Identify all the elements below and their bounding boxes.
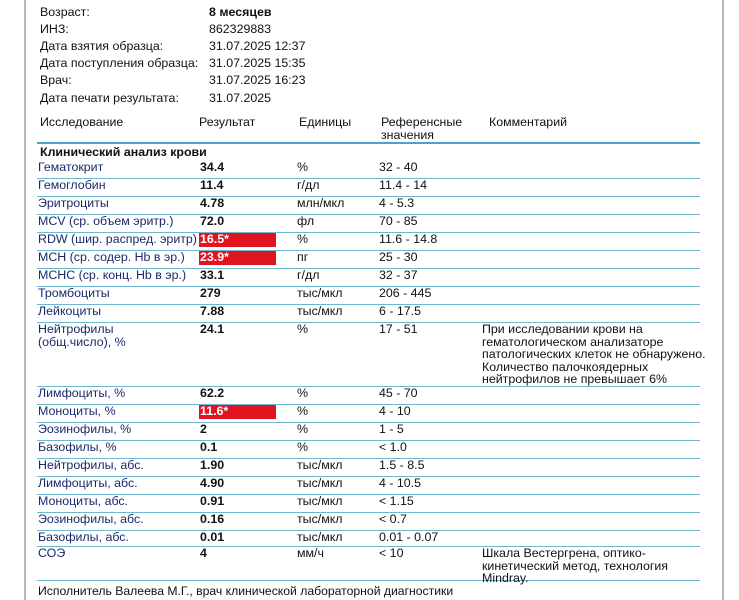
table-row [37, 494, 700, 513]
footer-executor: Исполнитель Валеева М.Г., врач клинической лабораторной диагностики [38, 584, 454, 598]
result-value [199, 477, 276, 491]
result-text: 34.4 [200, 160, 225, 174]
test-name: Гемоглобин [38, 178, 106, 192]
result-value [199, 531, 276, 545]
section-title: Клинический анализ крови [40, 145, 207, 159]
reference-value: < 10 [379, 546, 404, 560]
reference-value: 4 - 10.5 [379, 476, 422, 490]
table-row [37, 476, 700, 495]
table-row [37, 214, 700, 233]
test-name: MCHC (ср. конц. Hb в эр.) [38, 268, 187, 282]
reference-value: 4 - 5.3 [379, 196, 415, 210]
test-name: MCV (ср. объем эритр.) [38, 214, 174, 228]
units-value: % [297, 440, 309, 454]
result-text: 62.2 [200, 386, 225, 400]
test-name: RDW (шир. распред. эритр) [38, 232, 197, 246]
result-value [199, 495, 276, 509]
units-value: фл [297, 214, 315, 228]
result-text: 7.88 [200, 304, 225, 318]
result-value [199, 387, 276, 401]
result-value [199, 441, 276, 455]
reference-value: 25 - 30 [379, 250, 418, 264]
table-row [37, 178, 700, 197]
result-text: 11.4 [200, 178, 224, 192]
result-text: 33.1 [200, 268, 225, 282]
header-reference-line1: Референсные [381, 115, 463, 129]
reference-value: 4 - 10 [379, 404, 411, 418]
comment-text: Шкала Вестергрена, оптико-кинетический метод, технология Mindray. [482, 546, 668, 585]
test-name: Моноциты, % [38, 404, 116, 418]
inz-value: 862329883 [209, 22, 272, 36]
result-value [199, 423, 276, 437]
reference-value: 11.6 - 14.8 [379, 232, 438, 246]
result-text: 11.6* [200, 404, 229, 418]
test-name: Нейтрофилы (общ.число), % [38, 322, 126, 349]
table-row [37, 440, 700, 459]
test-name: Базофилы, абс. [38, 530, 129, 544]
units-value: г/дл [297, 268, 320, 282]
result-value [199, 305, 276, 319]
page-left-border [24, 0, 26, 600]
units-value: % [297, 160, 309, 174]
result-value [199, 215, 276, 229]
doctor-value: 31.07.2025 16:23 [209, 73, 306, 87]
result-value [199, 269, 276, 283]
table-row [37, 458, 700, 477]
units-value: тыс/мкл [297, 530, 343, 544]
reference-value: < 1.15 [379, 494, 414, 508]
result-value [199, 161, 276, 175]
sample-received-label: Дата поступления образца: [40, 56, 199, 70]
table-row [37, 160, 700, 179]
reference-value: 206 - 445 [379, 286, 432, 300]
page-right-border [722, 0, 724, 600]
table-row [37, 322, 706, 387]
test-name: Эозинофилы, абс. [38, 512, 144, 526]
inz-label: ИНЗ: [40, 22, 69, 36]
result-text: 24.1 [200, 322, 225, 336]
comment-text: При исследовании крови на гематологическом анализаторе патологических клеток не обнаружено. Количество палочкоядерных нейтрофилов не превышает 6% [482, 322, 706, 386]
age-value: 8 месяцев [209, 5, 272, 19]
result-value [199, 547, 276, 561]
units-value: пг [297, 250, 309, 264]
test-name: Лимфоциты, абс. [38, 476, 138, 490]
units-value: г/дл [297, 178, 320, 192]
result-value-flagged [199, 233, 276, 247]
result-text: 23.9* [200, 250, 229, 264]
header-comment: Комментарий [489, 115, 568, 129]
header-reference [381, 116, 462, 142]
test-name: MCH (ср. содер. Hb в эр.) [38, 250, 185, 264]
result-text: 4.78 [200, 196, 225, 210]
test-name: Лейкоциты [38, 304, 101, 318]
result-text: 0.1 [200, 440, 218, 454]
result-text: 0.01 [200, 530, 225, 544]
sample-taken-value: 31.07.2025 12:37 [209, 39, 306, 53]
result-value [199, 323, 276, 337]
table-row [37, 304, 700, 323]
result-text: 2 [200, 422, 207, 436]
units-value: тыс/мкл [297, 304, 343, 318]
test-name: Лимфоциты, % [38, 386, 126, 400]
units-value: % [297, 232, 309, 246]
reference-value: 1.5 - 8.5 [379, 458, 425, 472]
result-text: 72.0 [200, 214, 225, 228]
result-text: 4 [200, 546, 207, 560]
units-value: % [297, 404, 309, 418]
result-text: 16.5* [200, 232, 229, 246]
units-value: мм/ч [297, 546, 324, 560]
test-name: Нейтрофилы, абс. [38, 458, 144, 472]
result-value-flagged [199, 405, 276, 419]
reference-value: < 0.7 [379, 512, 407, 526]
doctor-label: Врач: [40, 73, 72, 87]
table-row [37, 250, 700, 269]
units-value: % [297, 386, 309, 400]
test-name: Эозинофилы, % [38, 422, 132, 436]
reference-value: 45 - 70 [379, 386, 418, 400]
units-value: тыс/мкл [297, 476, 343, 490]
test-name: Эритроциты [38, 196, 109, 210]
units-value: тыс/мкл [297, 494, 343, 508]
reference-value: 32 - 37 [379, 268, 418, 282]
table-row [37, 232, 700, 251]
reference-value: 11.4 - 14 [379, 178, 427, 192]
table-row [37, 530, 700, 547]
units-value: тыс/мкл [297, 512, 343, 526]
reference-value: 32 - 40 [379, 160, 418, 174]
sample-received-value: 31.07.2025 15:35 [209, 56, 306, 70]
section-header [37, 142, 700, 160]
reference-value: < 1.0 [379, 440, 407, 454]
reference-value: 70 - 85 [379, 214, 418, 228]
print-date-label: Дата печати результата: [40, 91, 179, 105]
test-name: Тромбоциты [38, 286, 110, 300]
reference-value: 0.01 - 0.07 [379, 530, 439, 544]
result-value [199, 459, 276, 473]
print-date-value: 31.07.2025 [209, 91, 272, 105]
result-value [199, 287, 276, 301]
result-value [199, 197, 276, 211]
table-row [37, 546, 700, 585]
units-value: тыс/мкл [297, 286, 343, 300]
table-row [37, 512, 700, 531]
result-text: 0.16 [200, 512, 225, 526]
test-name: Гематокрит [38, 160, 104, 174]
sample-taken-label: Дата взятия образца: [40, 39, 164, 53]
reference-value: 1 - 5 [379, 422, 404, 436]
test-name: Моноциты, абс. [38, 494, 129, 508]
table-row [37, 196, 700, 215]
result-text: 279 [200, 286, 221, 300]
header-test: Исследование [40, 115, 124, 129]
table-row [37, 422, 700, 441]
units-value: млн/мкл [297, 196, 345, 210]
table-row [37, 386, 700, 405]
header-units: Единицы [299, 115, 352, 129]
units-value: тыс/мкл [297, 458, 343, 472]
header-result: Результат [199, 115, 256, 129]
result-text: 1.90 [200, 458, 225, 472]
result-value [199, 179, 276, 193]
table-row [37, 268, 700, 287]
units-value: % [297, 322, 309, 336]
test-name: СОЭ [38, 546, 66, 560]
result-value [199, 513, 276, 527]
units-value: % [297, 422, 309, 436]
result-text: 0.91 [200, 494, 225, 508]
reference-value: 6 - 17.5 [379, 304, 422, 318]
test-name: Базофилы, % [38, 440, 117, 454]
header-reference-line2: значения [381, 128, 434, 142]
result-value-flagged [199, 251, 276, 265]
table-row [37, 404, 700, 423]
table-row [37, 286, 700, 305]
age-label: Возраст: [40, 5, 90, 19]
reference-value: 17 - 51 [379, 322, 418, 336]
result-text: 4.90 [200, 476, 225, 490]
